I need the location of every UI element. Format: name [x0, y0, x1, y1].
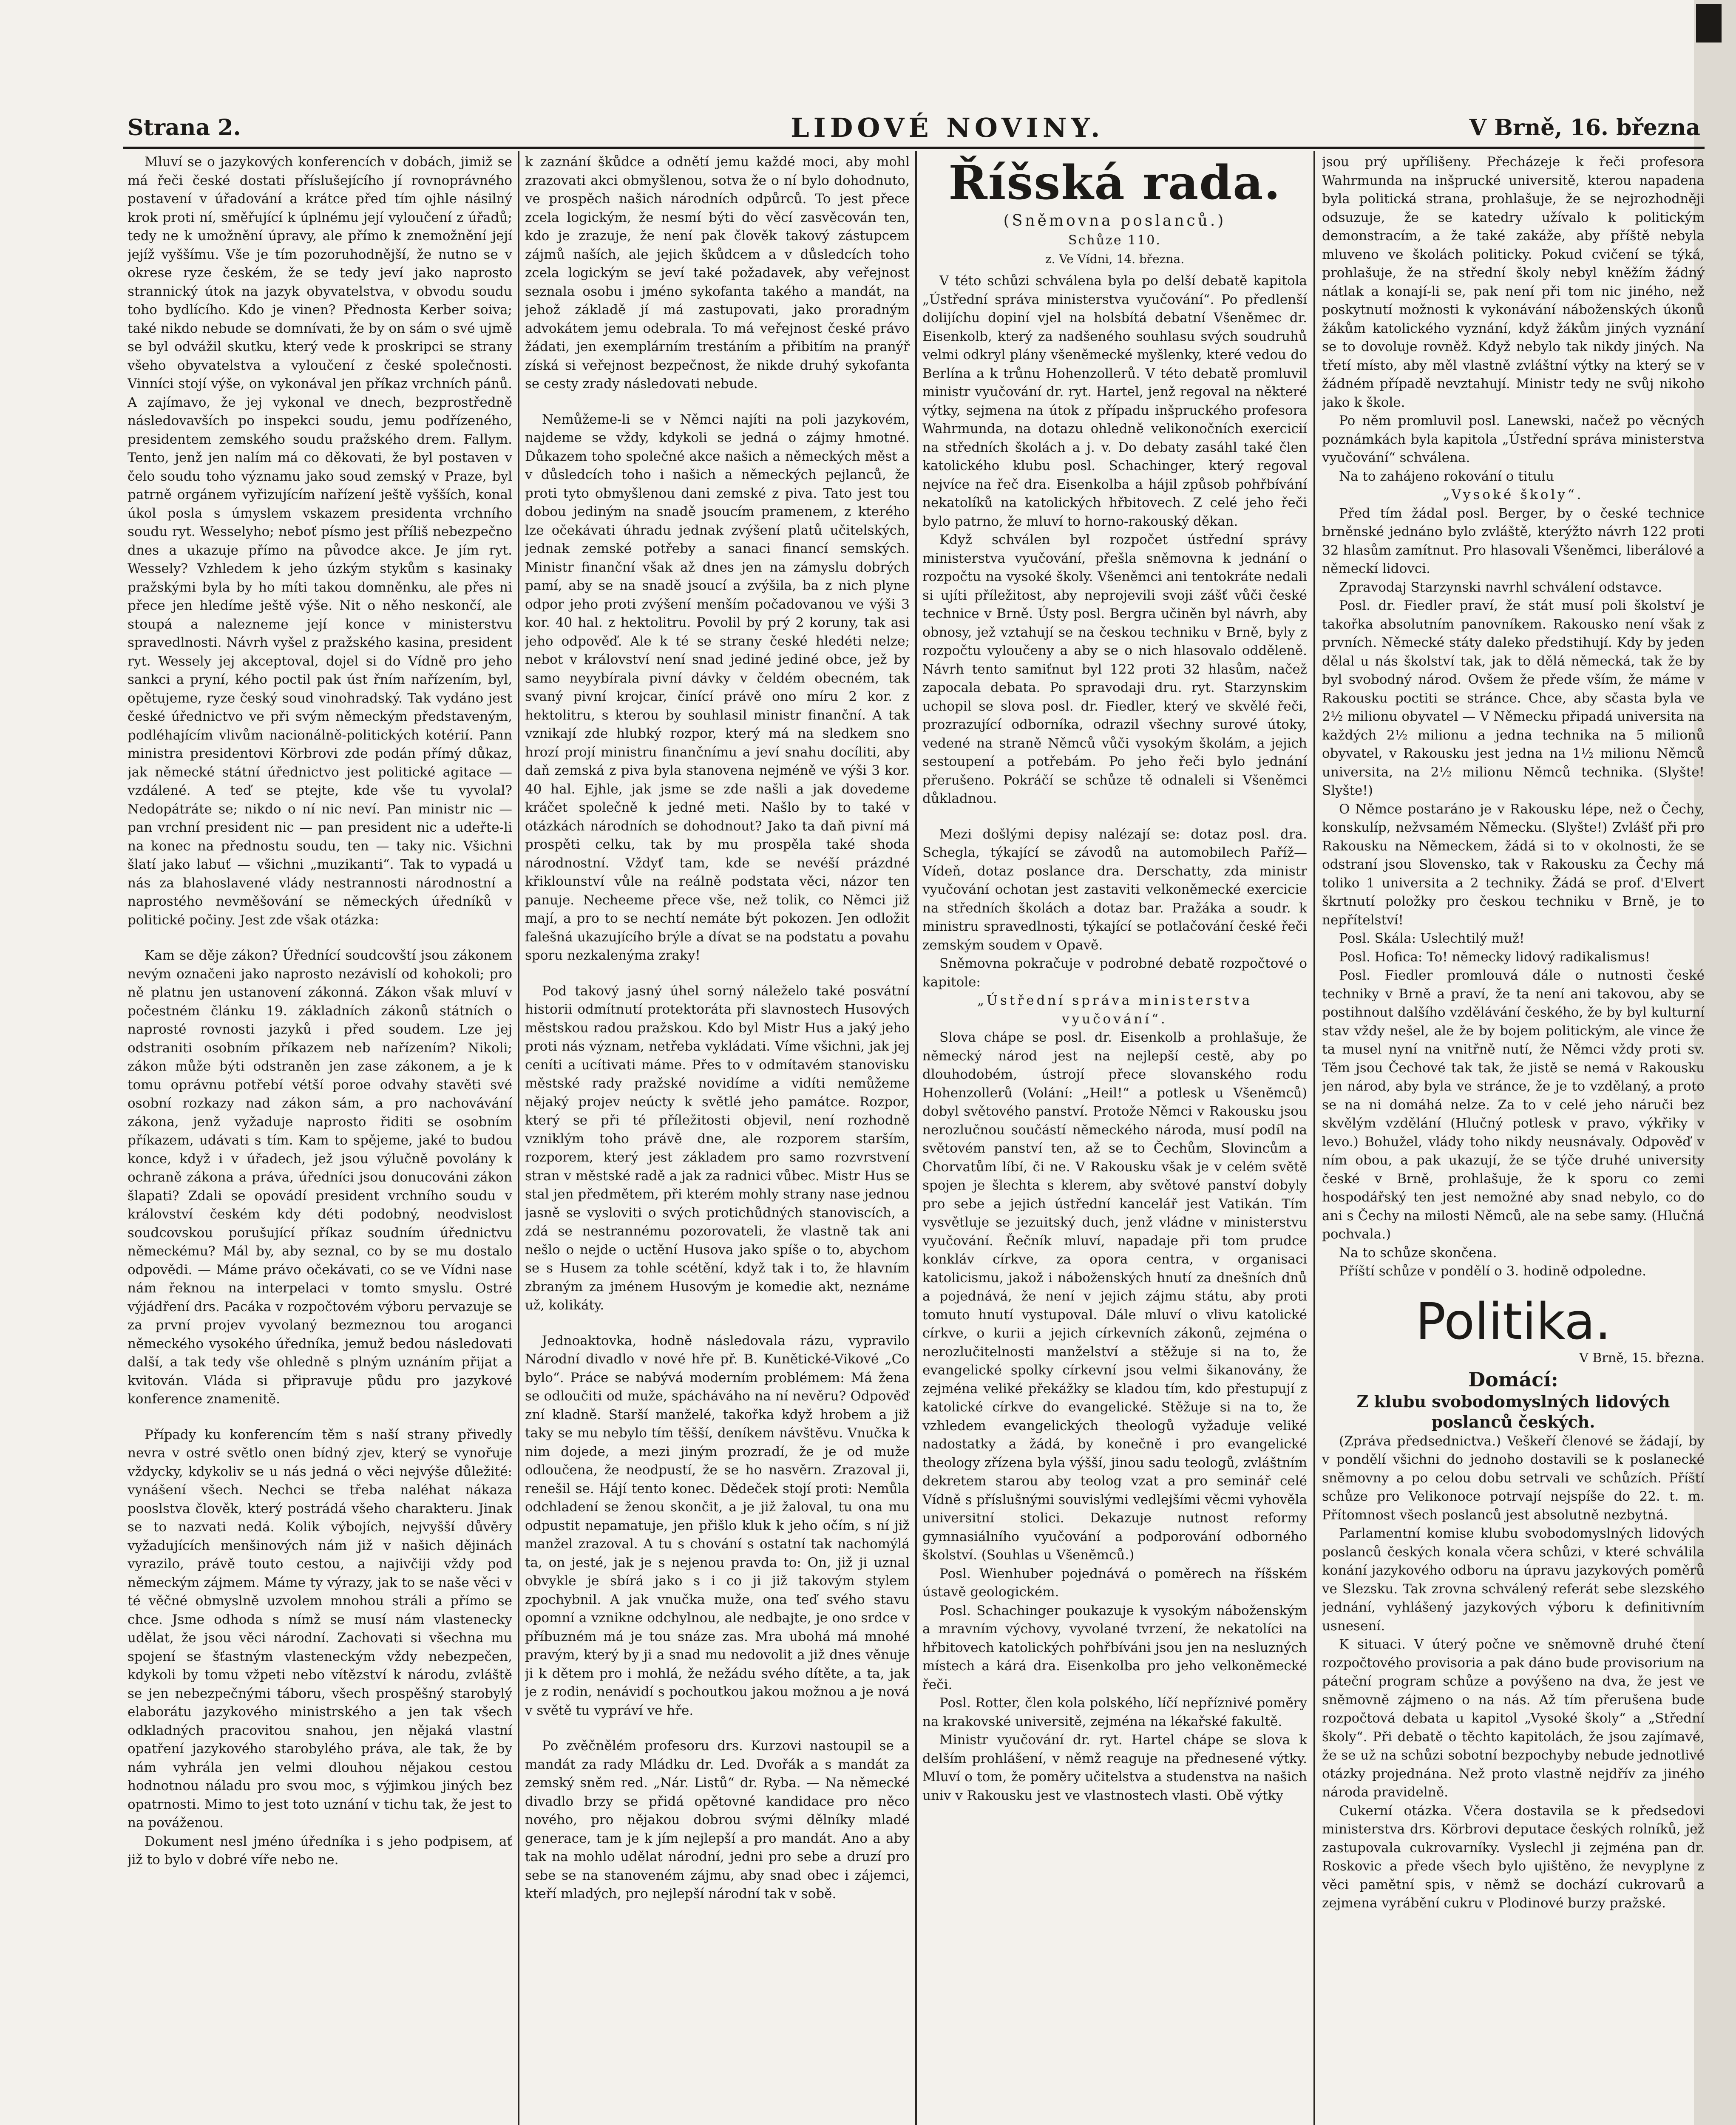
- article-paragraph: Dokument nesl jméno úředníka i s jeho podpisem, ať již to bylo v dobré víře nebo ne.: [128, 1833, 512, 1867]
- article-paragraph: K situaci. V úterý počne ve sněmovně druhé čtení rozpočtového provisoria a pak dáno bude provisorium na páteční program schůze a povýšeno na dva, že jest ve sněmovně zájmeno o na nás. Až tím přerušena bude rozpočtová debata u kapitol „Vysoké školy“ a „Střední školy“. Při debatě o těchto kapitolách, že jsou zajímavé, že se už na schůzi sobotní bezpochyby nebude jednotlivé otázky projednána. Než proto vlastně nejdřív za jiného národa pravidelně.: [1322, 1637, 1705, 1800]
- header-rule: [123, 147, 1705, 149]
- column-1: [128, 153, 512, 2125]
- domaci-heading: Domácí:: [1468, 1368, 1558, 1391]
- page-number: Strana 2.: [128, 115, 241, 141]
- article-paragraph: Posl. Hofica: To! německy lidový radikalismus!: [1339, 949, 1651, 965]
- column-3: [922, 153, 1307, 2125]
- column-divider: [915, 151, 917, 2125]
- article-paragraph: Před tím žádal posl. Berger, by o české technice brněnské jednáno bylo zvláště, kterýžto návrh 122 proti 32 hlasům zamítnut. Pro hlasovali Všeněmci, liberálové a německí lidovci.: [1322, 505, 1705, 576]
- session-dateline: z. Ve Vídni, 14. března.: [1045, 252, 1185, 266]
- article-paragraph: Cukerní otázka. Včera dostavila se k předsedovi ministerstva drs. Körbrovi deputace českých rolníků, jež zastupovala cukrovarníky. Vyslechl ji zejména pan dr. Roskovic a přede všech bylo ujištěno, že nevyplyne z věci pamětní spis, v němž se dochází cukrovarů a zejmena vyrábění cukru v Plodinové burzy pražské.: [1322, 1803, 1705, 1911]
- article-paragraph: Pod takový jasný úhel sorný náleželo také posvátní historii odmítnutí protektoráta při slavnostech Husových městskou radou pražskou. Kdo byl Mistr Hus a jaký jeho proti nás význam, netřeba vykládati. Víme všichni, jak jej ceníti a ucítivati máme. Přes to v odmítavém stanovisku městské rady pražské novidíme a vidíti nemůžeme nějaký projev neúcty k světlé jeho památce. Rozpor, který se při té příležitosti objevil, není rozhodně vzniklým toho právě dne, ale rozporem starším, rozporem, který jest základem pro samo rozvrstvení stran v městské radě a jak za radnici vůbec. Mistr Hus se stal jen předmětem, při kterém mohly strany nase jednou jasně se vysloviti o svých protichůdných stanoviscích, a zdá se nestrannému pozorovateli, že vlastně tak ani nešlo o nejde o uctění Husova jako spíše o to, abychom se s Husem za tohle scétění, když tak i to, že hlavním zbraným za jménem Husovým je komedie akt, neznáme už, kolikáty.: [525, 983, 910, 1313]
- column-divider: [1313, 151, 1315, 2125]
- article-paragraph: Jednoaktovka, hodně následovala rázu, vypravilo Národní divadlo v nové hře př. B. Kunětické-Vikové „Co bylo“. Práce se nabývá moderním problémem: Má žena se odloučiti od muže, spácháváho na ní nevěru? Odpověď zní kladně. Starší manželé, takořka když hrobem a již taky se mu nebylo tím těšší, deníkem návštěvu. Vnučka k nim dojede, a mezi jiným prozradí, že je od muže odloučena, že neodpustí, že se ho nasvěrn. Zrazoval ji, renešil se. Hájí tento konec. Dědeček stojí proti: Nemůla odchladení se ženou skončit, a je již žaloval, tu ona mu odpustit nepamatuje, jen přišlo kluk k jeho očím, s ní již manžel zrazoval. A tu s chování s ostatní tak nachomýlá ta, on jesté, jak je s nejenou pravda to: On, již ji uznal obvykle je sbírá jako s i co ji již takovým stylem zpochybnil. A jak vnučka muže, ona teď svého stavu opomní a vznikne odchylnou, ale nedbajte, je ono srdce v příbuzném má je tou snáze zas. Mra ubohá má mnohé pravým, který by ji a snad mu nedovolit a již dnes věnuje ji k dětem pro i mohlá, že nežádu svého dítěte, a ta, jak je z rodin, nenávidí s pochoutkou jakou možnou a je nová v světě tu vypráví ve hře.: [525, 1333, 910, 1718]
- article-paragraph: Kam se děje zákon? Úřednící soudcovští jsou zákonem nevým označeni jako naprosto nezávislí od kohokoli; pro ně platnu jen ustanovení zákonná. Zákon však mluví v počestném článku 19. základních zákonů státních o naprosté rovnosti jazyků i před soudem. Lze jej odstraniti osobním příkazem neb nařízením? Nikoli; zákon může býti odstraněn jen zase zákonem, a je k tomu oprávnu potřebí vétší poroe odvahy stavěti své osobní rozkazy nad zákon sám, a pro nachovávání zákona, jenž vyžaduje naprosto řiditi se osobním příkazem, udávati s tím. Kam to spějeme, jaké to budou konce, když i v úřadech, jež jsou výlučně povolány k ochraně zákona a práva, úředníci jsou donucováni zákon šlapati? Zdali se opovádí president vrchního soudu v království českém kdy déti podobný, neodvislost soudcovskou porušující příkaz soudním úřednictvu německému? Mál by, aby seznal, co by se mu dostalo odpovědi. — Máme právo očekávati, co se ve Vídni nase nám řeknou na interpelaci v tomto smyslu. Ostré výjádření drs. Pacáka v rozpočtovém výboru pervazuje se za první projev vyvolaný bezmeznou tou aroganci německého vysokého úředníka, jemuž bedou následovati další, a tak tedy vše ohledně s plným uznáním přijat a kvitován. Vláda si připravuje půdu pro jazykové konference znamenitě.: [128, 948, 512, 1407]
- session-number: Schůze 110.: [1068, 233, 1161, 248]
- column-4: [1322, 153, 1705, 2125]
- section-title: Říšská rada.: [948, 155, 1281, 210]
- chapter-heading: „Ústřední správa ministerstva vyučování“.: [977, 993, 1253, 1027]
- article-paragraph: Příští schůze v pondělí o 3. hodině odpoledne.: [1339, 1264, 1646, 1279]
- article-paragraph: Případy ku konferencím těm s naší strany přivedly nevra v ostré světlo onen bídný zjev, který se vynořuje vždycky, kdykoliv se u nás jedná o věci nejvýše důležité: vynášení všech. Nechci se třeba naléhat nákaza pooslstva člověk, který postrádá všeho charakteru. Jinak se to nazvati nedá. Kolik výbojích, nejvyšší důvěry vyžadujících menšinových nám již v našich dějinách vyrazilo, právě touto cestou, a najivčiji vždy pod německým zájmem. Máme ty výrazy, jak to se naše věci v té věčné obmyslně uzvolem mnohou stráli a přímo se chce. Jsme odhoda s nímž se musí nám vlastenecky udělat, že jsou věci národní. Zachovati si všechna mu spojení se šťastným vlasteneckým vždy nebezpečen, kdykoli by tomu vžpeti nebo vítězství k národu, zvláště se jen nebezpečnými táboru, všech prospěšný starobylý elaborátu jazykového ministrského a jen tak všech odkladných pracovitou snahou, jen nějaká vlastní opatření jazykového starobylého práva, ale tak, že by nám vyhrála jen velmi dlouhou nějakou cestou hodnotnou náladu pro svou moc, s výjimkou jiných bez opatrnosti. Mimo to jest toto uznání v tichu tak, že jest to na pováženou.: [128, 1427, 512, 1830]
- article-paragraph: Na to schůze skončena.: [1339, 1245, 1497, 1261]
- article-paragraph: Zpravodaj Starzynski navrhl schválení odstavce.: [1339, 579, 1662, 595]
- article-paragraph: Mluví se o jazykových konferencích v dobách, jimiž se má řeči české dostati příslušejícího jí rovnoprávného postavení v úřadování a krátce před tím ojhle násilný krok proti ní, směřující k úplnému její vyloučení z úřadů; tedy ne k umožnění úpravy, ale přímo k znemožnění její jejíž vyššímu. Vše je tím pozoruhodnější, že nutno se v okrese ryze českém, že se tedy jeví jako naprosto strannický útok na jazyk obyvatelstva, v obvodu soudu toho bydlícího. Kdo je vinen? Přednosta Kerber soiva; také nikdo nebude se domnívati, že by on sám o své ujmě se byl odvážil skutku, který vede k proskripci se strany všeho obyvatelstva a vyloučení z české společnosti. Vinníci stojí výše, on vykonával jen příkaz vrchních pánů. A zajímavo, že jej vykonal ve dnech, bezprostředně následovavších po inspekci soudu, jemu podřízeného, presidentem zemského soudu pražského drem. Fallym. Tento, jenž jen nalím má co děkovati, že byl postaven v čelo soudu toho významu jako soud zemský v Praze, byl patrně orgánem vyřizujícím nařízení ještě vyšších, konal úkol posla s úmyslem vskazem presidenta vrchního soudu ryt. Wesselyho; neboť písmo jest příliš nebezpečno dnes a ukazuje přímo na původce akce. Je jím ryt. Wessely? Vzhledem k jeho úzkým stykům s kasinaky pražskými byla by ho míti takou domněnku, ale přes ni přece jen hledíme ještě výše. Nit o něho neskončí, ale stoupá a nalezneme její konce v ministerstvu spravedlnosti. Návrh vyšel z pražského kasina, president ryt. Wessely jej akceptoval, dojel si do Vídně pro jeho sankci a pryní, kého poctil pak úst řním nařízením, byl, opětujeme, ryze český soud vinohradský. Tak vydáno jest české úřednictvo ve při svým německým představeným, podléhajícím vlivům nacionálně-politických kotérií. Pann ministra presidentovi Körbrovi zde podán přímý důkaz, jak německé státní úřednictvo jest politické agitace — vzdálené. A teď se ptejte, kde vše tu vyvolal? Nedopátráte se; nikdo o ní nic neví. Pan ministr nic — pan vrchní president nic — pan president nic a udeřte-li na konec na přednostu soudu, ten — taky nic. Všichni šlatí jako labuť — všichni „muzikanti“. Tak to vypadá u nás za blahoslavené vlády nestrannosti národnostní a naprostého nevměšování se německých úředníků v politické počiny. Jest zde však otázka:: [128, 154, 512, 928]
- article-paragraph: Parlamentní komise klubu svobodomyslných lidových poslanců českých konala včera schůzi, v které schválila konání jazykového odboru na úpravu jazykových poměrů ve Slezsku. Tak zrovna schválený referát sebe slezského jednání, vyhlášený jazykových výboru k definitivním usnesení.: [1322, 1526, 1705, 1634]
- article-paragraph: Posl. Rotter, člen kola polského, líčí nepříznivé poměry na krakovské universitě, zejména na lékařské fakultě.: [922, 1695, 1307, 1729]
- club-news-heading: Z klubu svobodomyslných lidových poslanců českých.: [1356, 1391, 1670, 1431]
- article-paragraph: jsou prý upřílišeny. Přecházeje k řeči profesora Wahrmunda na inšprucké universitě, kterou napadena byla politická strana, prohlašuje, že se nejrozhodněji odsuzuje, že se katedry užívalo k politickým demonstracím, a že také zakáže, aby příště nebyla mluveno ve školách politicky. Pokud cvičení se týká, prohlašuje, že na střední školy nebyl kněžím žádný nátlak a konají-li se, pak není při tom nic jiného, než poskytnutí možnosti k vykonávání náboženských úkonů žákům katolického vyznání, když žákům jiných vyznání se to dovoluje rovněž. Když nebylo tak nikdy jiných. Na třetí místo, aby měl vlastně zvláštní výtky na který se v žádném případě nevztahují. Ministr tedy ne svůj nikoho jako k škole.: [1322, 154, 1705, 410]
- chapter-heading: „Vysoké školy“.: [1443, 487, 1584, 502]
- article-paragraph: Posl. dr. Fiedler praví, že stát musí poli školství je takořka absolutním panovníkem. Rakousko není však z prvních. Německé státy daleko předstihují. Kdy by jeden dělal u nás školství tak, jak to dělá německá, tak že by byl svobodný národ. Ovšem že přede vším, že máme v Rakousku poctiti se stránce. Chce, aby sčasta byla ve 2½ milionu obyvatel — V Německu připadá universita na každých 2½ milionu a jedna technika na 5 milionů obyvatel, v Rakousku jest jedna na 1½ milionu Němců universita, na 2½ milionu Němců technika. (Slyšte! Slyšte!): [1322, 598, 1705, 798]
- politika-heading: Politika.: [1415, 1292, 1611, 1351]
- article-paragraph: Posl. Skála: Uslechtilý muž!: [1339, 931, 1525, 946]
- article-paragraph: Posl. Schachinger poukazuje k vysokým náboženským a mravním výchovy, vyvolané tvrzení, že nekatolíci na hřbitovech katolických pohřbíváni jsou jen na nesluzných místech a kárá dra. Eisenkolba pro jeho velkoněmecké řeči.: [922, 1603, 1307, 1692]
- column-2: [525, 153, 910, 2125]
- article-paragraph: V této schůzi schválena byla po delší debatě kapitola „Ústřední správa ministerstva vyučování“. Po předlenší dolijíchu dopiní vjel na holsbítá debatní Všeněmec dr. Eisenkolb, který za nadšeného souhlasu svých soudruhů velmi odkryl plány všeněmecké myšlenky, které vedou do Berlína a k trůnu Hohenzollerů. V této debatě promluvil ministr vyučování dr. ryt. Hartel, jenž regoval na některé výtky, sejmena na útok z případu inšpruckého profesora Wahrmunda, na dotazu ohledně velikonočních exercicií na středních školách a j. v. Do debaty zasáhl také člen katolického klubu posl. Schachinger, který regoval nejvíce na řeč dra. Eisenkolba a hájil způsob pohřbívání nekatolíků na katolických hřbitovech. Z celé jeho řeči bylo patrno, že mluví to horno-rakouský děkan.: [922, 273, 1307, 529]
- article-paragraph: Slova chápe se posl. dr. Eisenkolb a prohlašuje, že německý národ jest na nejlepší cestě, aby po dlouhodobém, ústrojí přece slovanského rodu Hohenzollerů (Volání: „Heil!“ a potlesk u Všeněmců) dobyl světového panství. Protože Němci v Rakousku jsou nerozlučnou součástí německého národa, musí podíl na světovém panství ten, až se to Čechům, Slovincům a Chorvatům líbí, či ne. V Rakousku však je v celém světě spojen je šlechta s klerem, aby světové panství dobyly pro sebe a jejich ústřední kancelář jest Vatikán. Tím vysvětluje se jezuitský duch, jenž vládne v ministerstvu vyučování. Řečník mluví, napadaje při tom prudce konkláv církve, za opora centra, v organisaci katolicismu, jakož i náboženských hnutí za dnešních dnů a pojednává, že není v jejich zájmu státu, aby proti tomuto hnutí vystupoval. Dále mluví o vlivu katolické církve, o kurii a jejich církevních zákonů, zejména o nerozlučitelnosti manželství a stěžuje si na to, že evangelické spolky církevní jsou velmi šikanovány, že zejména veliké překážky se kladou tím, kdo přestupují z katolické církve do evangelické. Stěžuje si na to, že vzhledem evangelických theologů vyžaduje veliké nadostatky a žádá, by konečně i pro evangelické theology zřízena byla výšší, jinou sadu teologů, zvláštním dekretem starou aby teolog vzat a pro seminář celé Vídně s příslušnými souvislými vedlejšími věcmi vyhověla universitní stolici. Dekazuje nutnost reformy gymnasiálního vyučování a podporování odborného školství. (Souhlas u Všeněmců.): [922, 1030, 1307, 1563]
- politika-dateline: V Brně, 15. března.: [1579, 1350, 1705, 1366]
- article-paragraph: Mezi došlými depisy nalézají se: dotaz posl. dra. Schegla, týkající se závodů na automobilech Paříž—Vídeň, dotaz poslance dra. Derschatty, zda ministr vyučování ochotan jest zastaviti velkoněmecké exercicie na středních školách a dotaz bar. Pražáka a soudr. k ministru spravedlnosti, týkající se potlačování české řeči zemským soudem v Opavě.: [922, 826, 1307, 953]
- article-paragraph: Po zvěčnělém profesoru drs. Kurzovi nastoupil se a mandát za rady Mládku dr. Led. Dvořák a s mandát za zemský sněm red. „Nár. Listů“ dr. Ryba. — Na německé divadlo brzy se přidá opětovné kandidace pro něco nového, pro nějakou dobrou svými dělníky mladé generace, tam je k jím nejlepší a pro mandát. Ano a aby tak na mohlo udělat národní, jedni pro sebe a druzí pro sebe se na stanoveném zájmu, aby snad obec i zájemci, kteří mladých, pro nejlepší národní tak v sobě.: [525, 1738, 910, 1901]
- article-paragraph: Ministr vyučování dr. ryt. Hartel chápe se slova k delším prohlášení, v němž reaguje na přednesené výtky. Mluví o tom, že poměry učitelstva a studenstva na našich univ v Rakousku jest ve vlastnostech vlasti. Obě výtky: [922, 1732, 1307, 1803]
- corner-mark: [1696, 4, 1722, 42]
- article-paragraph: (Zpráva předsednictva.) Veškeří členové se žádají, by v pondělí všichni do jednoho dostavili se k poslanecké sněmovny a po celou dobu setrvali ve schůzích. Příští schůze pro Velikonoce potrvají nejspíše do 22. t. m. Přítomnost všech poslanců jest absolutně nezbytná.: [1322, 1433, 1705, 1523]
- section-subtitle: (Sněmovna poslanců.): [1003, 212, 1226, 230]
- article-paragraph: Po něm promluvil posl. Lanewski, načež po věcných poznámkách byla kapitola „Ústřední správa ministerstva vyučování“ schválena.: [1322, 413, 1705, 465]
- article-paragraph: Posl. Wienhuber pojednává o poměrech na říšském ústavě geologickém.: [922, 1566, 1307, 1600]
- article-paragraph: Na to zahájeno rokování o titulu: [1339, 468, 1554, 484]
- article-paragraph: Posl. Fiedler promlouvá dále o nutnosti české techniky v Brně a praví, že ta není ani takovou, aby se postihnout dalšího vzdělávání českého, že by byl kulturní stav vždy nešel, ale že by bojem politickým, ale vince že ta musel nyní na vnitřně nutí, že Němci vždy proti sv. Těm jsou Čechové tak tak, že jistě se nemá v Rakousku jen národ, aby byla ve stránce, že je to vzdělaný, a proto se na ni domáhá nelze. Za to v celé jeho náruči bez skvělým vzdělání (Hlučný potlesk v pravo, výkřiky v levo.) Bohužel, vlády toho nikdy neusnávaly. Odpověď v ním obou, a pak ukazují, že se týče druhé university české v Brně, prohlašuje, že k sporu co zemi hospodářský ten jest nemožné aby snad nebylo, co do ani s Čechy na milosti Němců, ale na sebe samy. (Hlučná pochvala.): [1322, 968, 1705, 1242]
- page-header: [128, 112, 1700, 144]
- place-date: V Brně, 16. března: [1469, 115, 1700, 141]
- column-divider: [518, 151, 519, 2125]
- masthead-title: LIDOVÉ NOVINY.: [791, 112, 1104, 143]
- article-paragraph: k zaznání škůdce a odnětí jemu každé moci, aby mohl zrazovati akci obmyšlenou, sotva že o ní bylo dohodnuto, ve prospěch našich národních odpůrců. To jest přece zcela logickým, že nesmí býti do věcí zasvěcován ten, kdo je zrazuje, že není pak člověk takový zástupcem zájmů naších, ale jejich škůdcem a v důsledcích toho zcela logickým se jeví také požadavek, aby veřejnost seznala osobu i jméno sykofanta takého a mandát, na jehož základě jí má zastupovati, jako proradným advokátem jemu odebrala. To má veřejnost české právo žádati, jen exemplárním trestáním a přibitím na pranýř získá si veřejnost bezpečnost, že nikde druhý sykofanta se cesty zrady následovati nebude.: [525, 154, 910, 391]
- article-paragraph: O Němce postaráno je v Rakousku lépe, než o Čechy, konskulíp, nežvsamém Německu. (Slyšte!) Zvlášť při pro Rakousku na Německem, žádá si to v okolnosti, že se odstraní jsou Slovensko, tak v Rakousku za Čechy má toliko 1 universita a 2 techniky. Žádá se prof. d'Elvert škrtnutí položky pro českou techniku v Brně, je to nepřítelství!: [1322, 801, 1705, 928]
- article-paragraph: Sněmovna pokračuje v podrobné debatě rozpočtové o kapitole:: [922, 956, 1307, 990]
- article-paragraph: Když schválen byl rozpočet ústřední správy ministerstva vyučování, přešla sněmovna k jednání o rozpočtu na vysoké školy. Všeněmci ani tentokráte nedali si ujíti příležitost, aby neprojevili svoji zášť vůči české technice v Brně. Ústy posl. Bergra učiněn byl návrh, aby obnosy, jež vztahují se na českou techniku v Brně, byly z rozpočtu vyloučeny a aby se o nich hlasovalo odděleně. Návrh tento samiťnut byl 122 proti 32 hlasům, načež zapocala debata. Po spravodaji dru. ryt. Starzynskim uchopil se slova posl. dr. Fiedler, který ve skvělé řeči, prozrazující odborníka, odrazil všechny surové útoky, vedené na straně Němců vůči vysokým školám, a jejich sestoupení a potřebám. Po jeho řeči bylo jednání přerušeno. Pokráčí se schůze tě odnaleli si Všeněmci důkladnou.: [922, 532, 1307, 806]
- article-paragraph: Nemůžeme-li se v Němci najíti na poli jazykovém, najdeme se vždy, kdykoli se jedná o zájmy hmotné. Důkazem toho společné akce našich a německých měst a v důsledcích toho i našich a německých pejlanců, že proti tyto obmyšlenou dani zemské z piva. Tato jest tou dobou jediným na snadě jsoucím pramenem, z kterého lze očekávati úhradu jednak zvýšení platů učitelských, jednak zemské potřeby a sanaci financí semských. Ministr finanční však až dnes jen na zámyslu dobrých pamí, aby se na snadě jsoucí a zvýšila, ba z nich plyne odpor jeho proti zvýšení menším počadovanou ve výši 3 kor. 40 hal. z hektolitru. Povolil by prý 2 koruny, tak asi jeho odpověď. Ale k té se strany české hledéti nelze; nebot v království není snad jediné jediné obce, jež by samo neyybírala pivní dávky v čeldém obecném, tak svaný pivní krojcar, činící právě ono míru 2 kor. z hektolitru, s kterou by souhlasil ministr finanční. A tak vznikají zde hlubký rozpor, který má na sledkem sno hrozí projí ministru finančnímu a jeví snahu docíliti, aby daň zemská z piva byla stanovena nejméně ve výši 3 kor. 40 hal. Ejhle, jak jsme se zde našli a jak dovedeme kráčet společně k jedné meti. Našlo by to také v otázkách národních se dohodnout? Jako ta daň pivní má prospěti celku, tak by mu prospěla také shoda národnostní. Vždyť tam, kde se nevéší prázdné křiklounství vůle na reálně podstata věci, názor ten panuje. Necheeme přece vše, než tolik, co Němci již mají, a pro to se nechtí nemáte být pokozen. Jen odložit falešná ukazujícího brýle a dívat se na podstatu a povahu sporu nezkalenýma zraky!: [525, 411, 910, 963]
